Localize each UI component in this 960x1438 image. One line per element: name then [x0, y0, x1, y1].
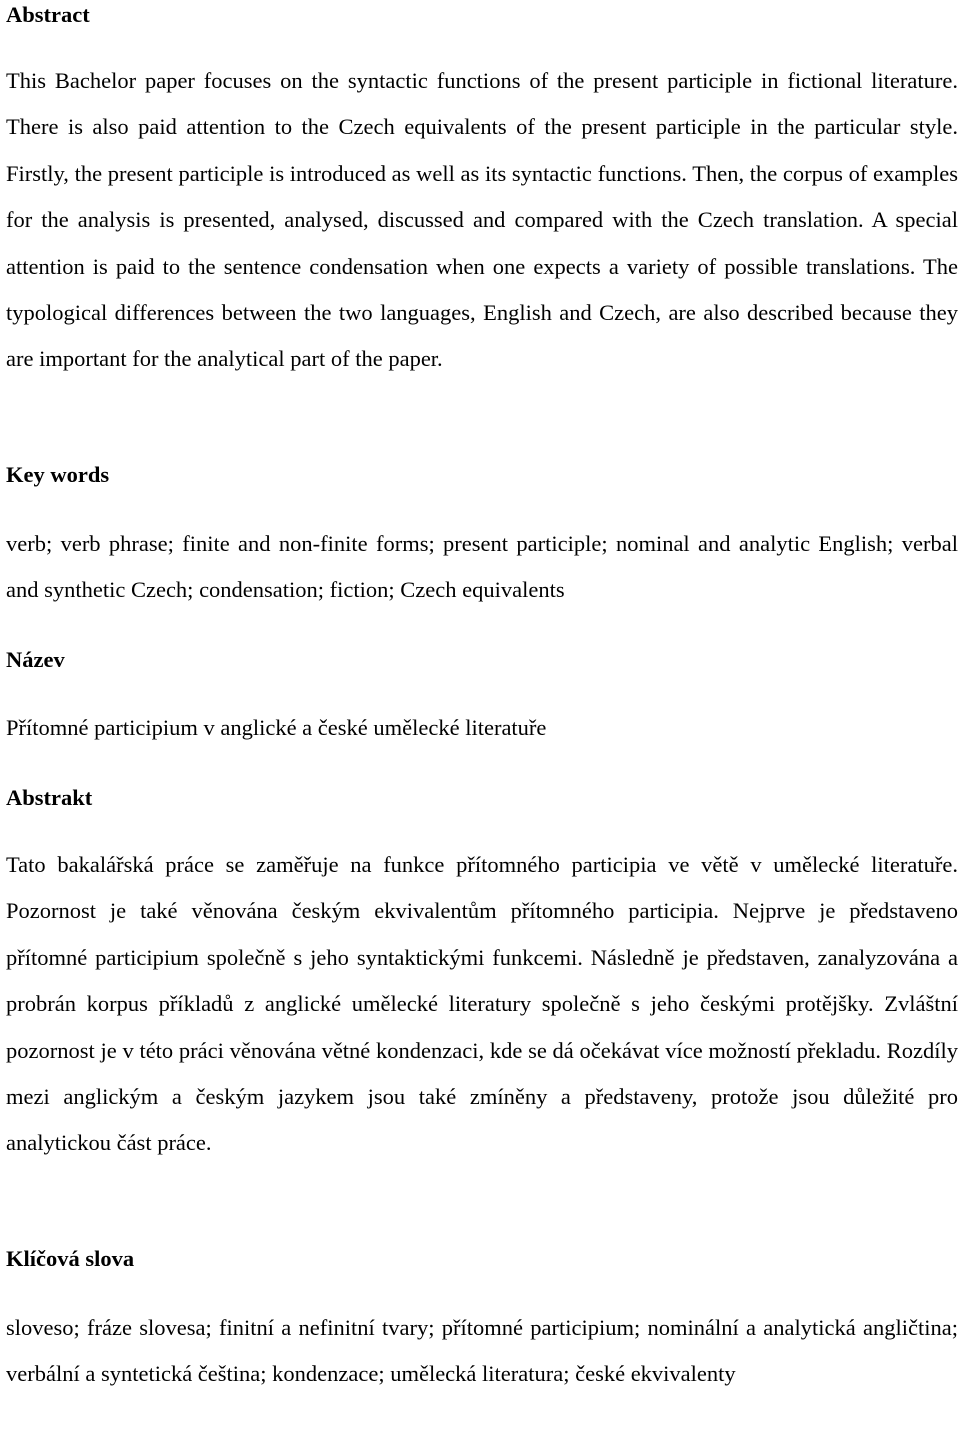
keywords-heading: Key words [6, 462, 110, 487]
abstract-paragraph: This Bachelor paper focuses on the syntactic functions of the present participle in fictional literature. There is also paid attention to the Czech equivalents of the present participle in the particular style. Firstly, the present participle is introduced as well as its syntactic functions. Then, the corpus of examples for the analysis is presented, analysed, discussed and compared with the Czech translation. A special attention is paid to the sentence condensation when one expects a variety of possible translations. The typological differences between the two languages, English and Czech, are also described because they are important for the analytical part of the paper. [6, 68, 958, 372]
abstrakt-heading: Abstrakt [6, 785, 93, 810]
nazev-title-text: Přítomné participium v anglické a české umělecké literatuře [6, 715, 547, 740]
klicova-slova-paragraph: sloveso; fráze slovesa; finitní a nefinitní tvary; přítomné participium; nominální a analytická angličtina; verbální a syntetická čeština; kondenzace; umělecká literatura; české ekvivalenty [6, 1315, 958, 1387]
abstract-heading: Abstract [6, 2, 90, 27]
klicova-slova-heading: Klíčová slova [6, 1246, 135, 1271]
nazev-heading: Název [6, 647, 65, 672]
abstrakt-paragraph: Tato bakalářská práce se zaměřuje na funkce přítomného participia ve větě v umělecké literatuře. Pozornost je také věnována českým ekvivalentům přítomného participia. Nejprve je představeno přítomné participium společně s jeho syntaktickými funkcemi. Následně je představen, zanalyzována a probrán korpus příkladů z anglické umělecké literatury společně s jeho českými protějšky. Zvláštní pozornost je v této práci věnována větné kondenzaci, kde se dá očekávat více možností překladu. Rozdíly mezi anglickým a českým jazykem jsou také zmíněny a představeny, protože jsou důležité pro analytickou část práce. [6, 852, 958, 1156]
keywords-paragraph: verb; verb phrase; finite and non-finite forms; present participle; nominal and analytic English; verbal and synthetic Czech; condensation; fiction; Czech equivalents [6, 531, 958, 603]
